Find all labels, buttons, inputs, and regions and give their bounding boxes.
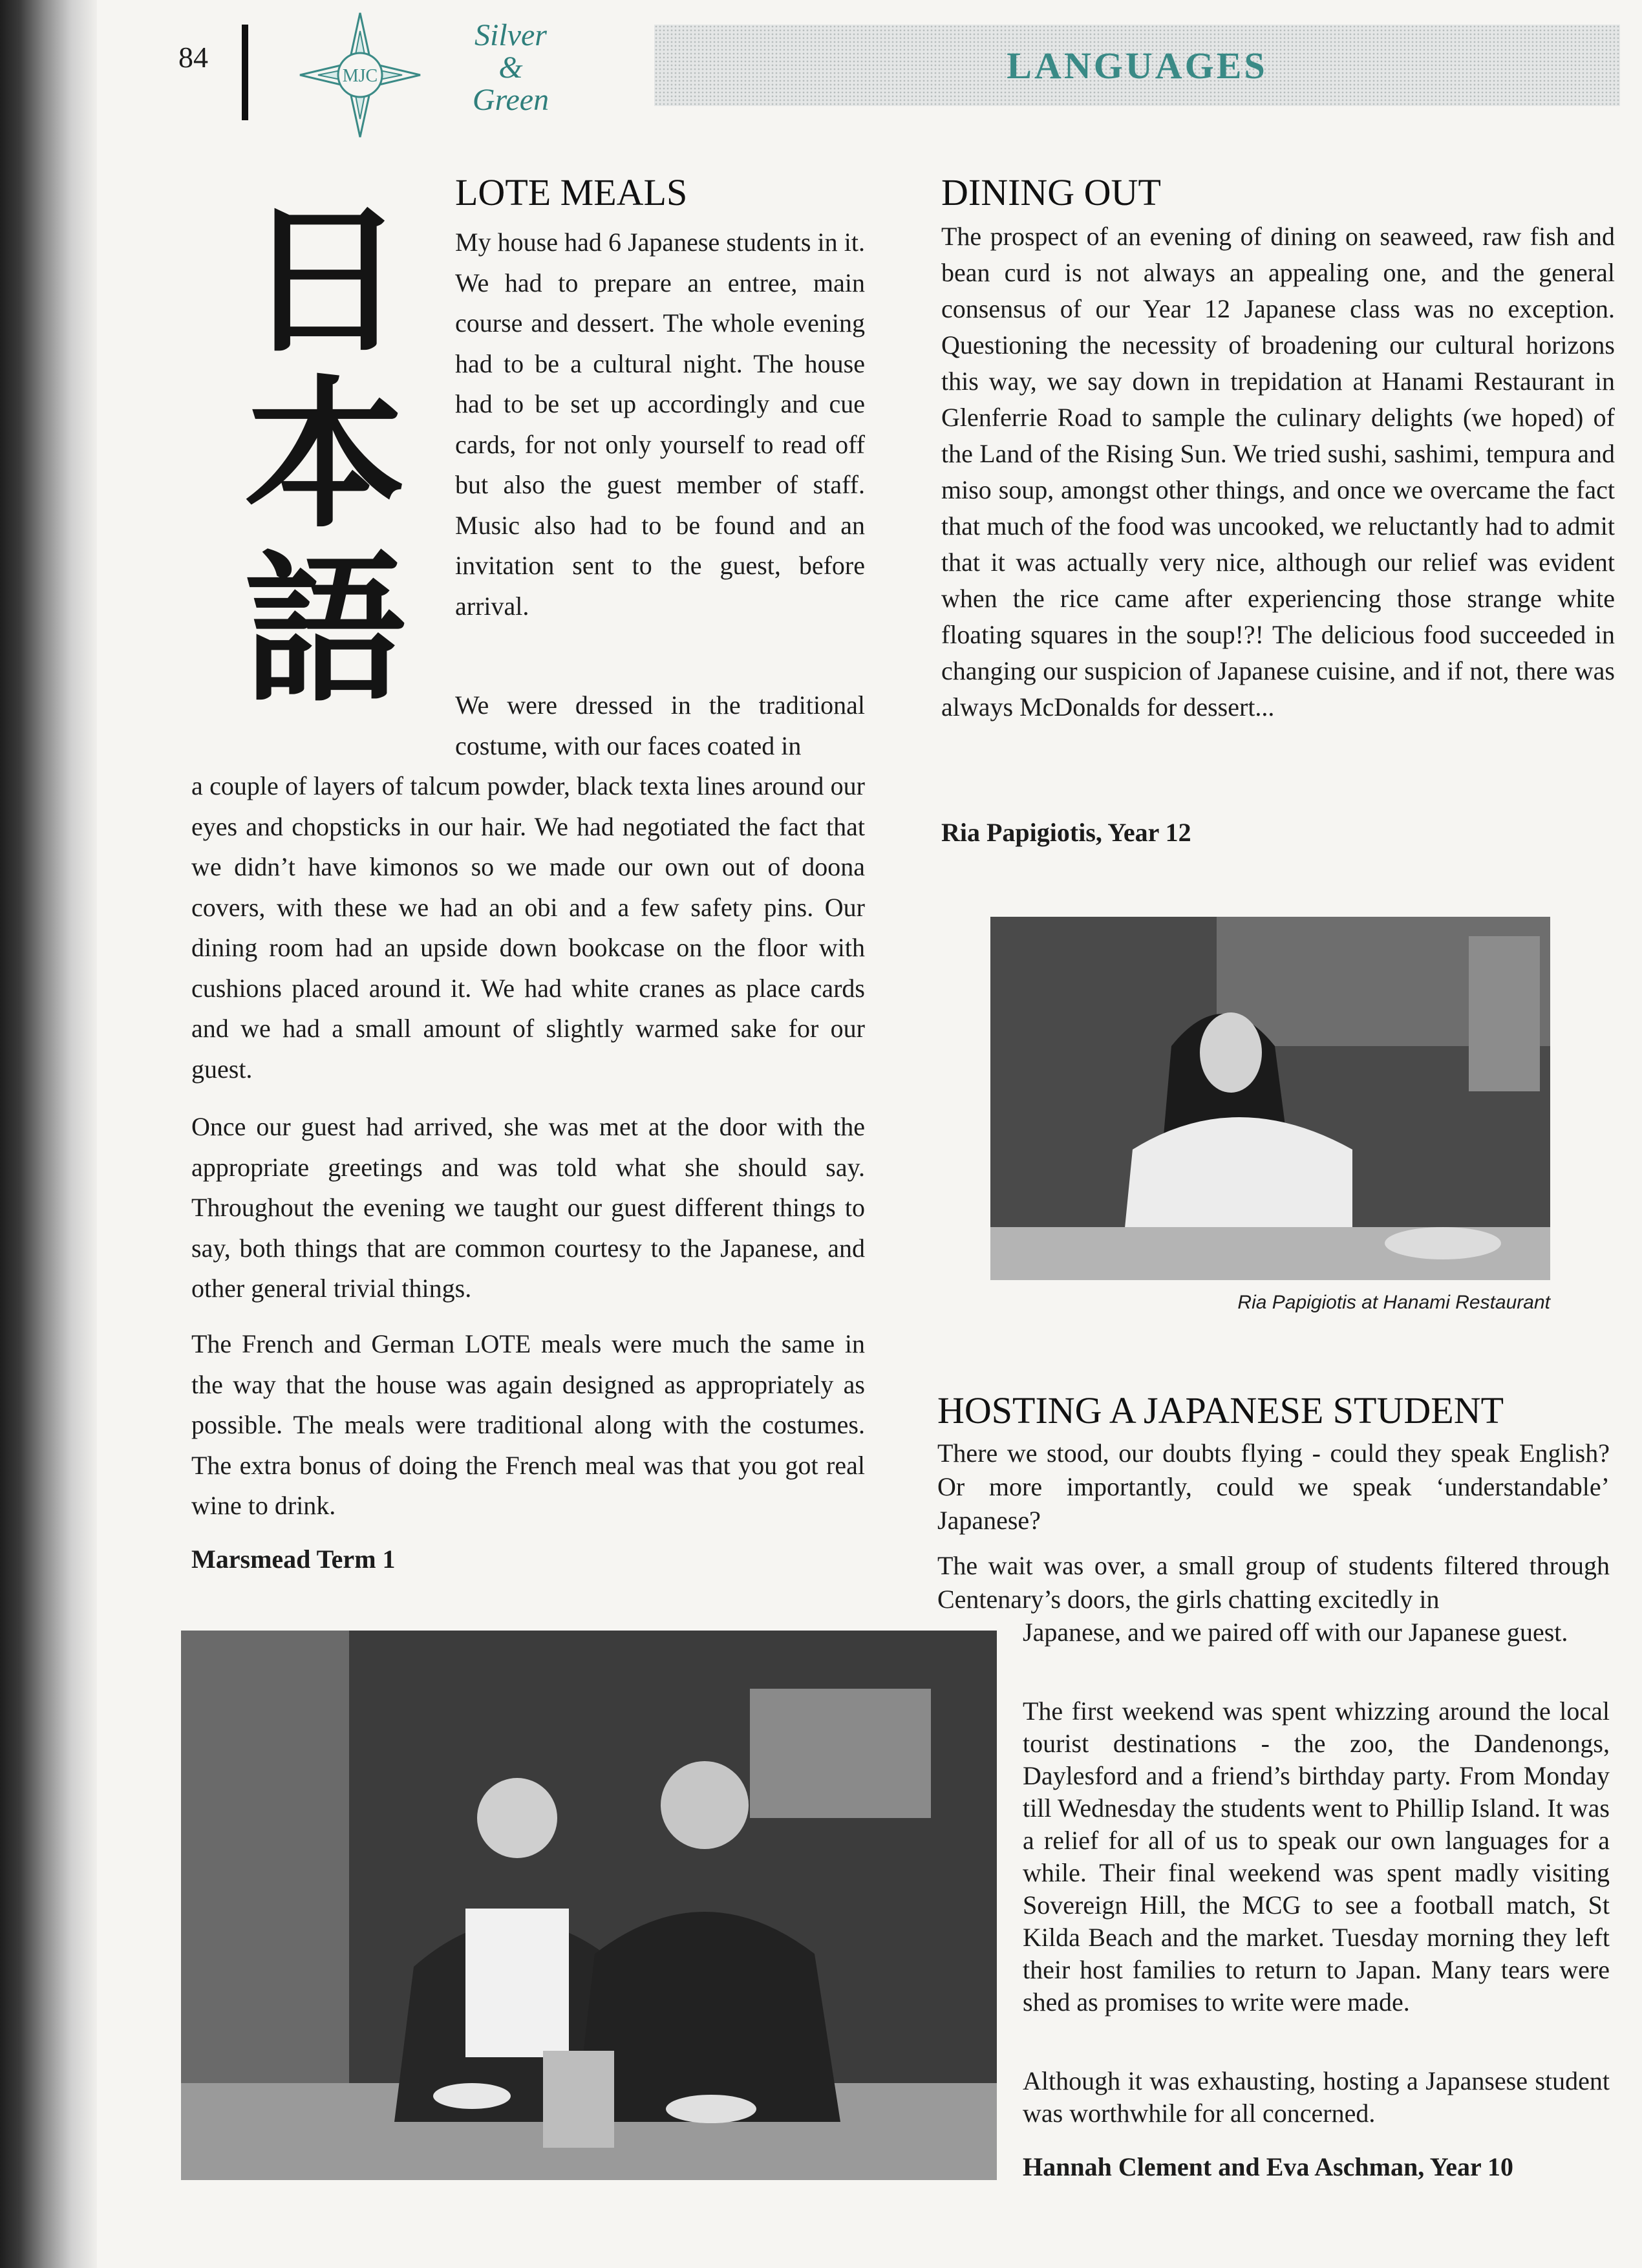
two-girls-in-kimono-image (181, 1631, 997, 2180)
girl-with-chopsticks-image (990, 917, 1550, 1280)
kanji-char-2: 本 (244, 361, 406, 550)
lote-paragraph-2b: a couple of layers of talcum powder, black texta lines around our eyes and chopsticks in our hair. We had negotiated the fact that we didn’t have kimonos so we made our own out of doona covers, with these we had an obi and a few safety pins. Our dining room had an upside down bookcase on the floor with cushions placed around it. We had white cranes as place cards and we had a small amount of slightly warmed sake for our guest. (191, 771, 865, 1084)
brand-line-3: Green (472, 83, 549, 117)
hosting-byline: Hannah Clement and Eva Aschman, Year 10 (1023, 2152, 1513, 2181)
lote-meals-heading: LOTE MEALS (455, 171, 688, 213)
lote-paragraph-2a: We were dressed in the traditional costume, with our faces coated in (455, 690, 865, 760)
brand-line-2: & (498, 50, 523, 85)
lote-meal-photo (181, 1631, 997, 2180)
lote-paragraph-3: Once our guest had arrived, she was met at the door with the appropriate greetings and was told what she should say. Throughout the evening we taught our guest different things to say, both things that are common courtesy to the Japanese, and other general trivial things. (191, 1112, 865, 1303)
hosting-heading: HOSTING A JAPANESE STUDENT (937, 1389, 1504, 1431)
section-title: LANGUAGES (1007, 44, 1268, 87)
kanji-char-1: 日 (244, 187, 406, 375)
dining-paragraph: The prospect of an evening of dining on seaweed, raw fish and bean curd is not always an appealing one, and the general consensus of our Year 12 Japanese class was no exception. Questioning the necessity of broadening our cultural horizons this way, we say down in trepidation at Hanami Restaurant in Glenferrie Road to sample the culinary delights (we hoped) of the Land of the Rising Sun. We tried sushi, sashimi, tempura and miso soup, amongst other things, and once we overcame the fact that much of the food was uncooked, we reluctantly had to admit that it was actually very nice, although our relief was evident when the rice came after experiencing those strange white floating squares in the soup!?! The delicious food succeeded in changing our suspicion of Japanese cuisine, and if not, there was always McDonalds for dessert... (941, 222, 1615, 722)
restaurant-photo (990, 917, 1550, 1280)
hosting-paragraph-4: Although it was exhausting, hosting a Japansese student was worthwhile for all concerned. (1023, 2066, 1610, 2128)
page-number: 84 (178, 41, 208, 74)
hosting-paragraph-3: The first weekend was spent whizzing around the local tourist destinations - the zoo, the Dandenongs, Daylesford and a friend’s birthday party. From Monday till Wednesday the students went to Phillip Island. It was a relief for all of us to speak our own languages for a while. Their final weekend was spent madly visiting Sovereign Hill, the MCG to see a football match, St Kilda Beach and the market. Tuesday morning they left their host families to return to Japan. Many tears were shed as promises to write were made. (1023, 1696, 1610, 2017)
hosting-paragraph-1: There we stood, our doubts flying - could they speak English? Or more importantly, could we speak ‘understandable’ Japanese? (937, 1439, 1610, 1535)
brand-line-1: Silver (474, 18, 547, 52)
lote-paragraph-4: The French and German LOTE meals were much the same in the way that the house was again designed as appropriately as possible. The meals were traditional along with the costumes. The extra bonus of doing the French meal was that you got real wine to drink. (191, 1329, 865, 1520)
dining-byline: Ria Papigiotis, Year 12 (941, 818, 1191, 847)
compass-star-logo (299, 12, 421, 138)
lote-paragraph-1: My house had 6 Japanese students in it. We had to prepare an entree, main course and dessert. The whole evening had to be a cultural night. The house had to be set up accordingly and cue cards, for not only yourself to read off but also the guest member of staff. Music also had to be found and an invitation sent to the guest, before arrival. (455, 228, 865, 621)
hosting-paragraph-2b: Japanese, and we paired off with our Japanese guest. (1023, 1618, 1568, 1647)
section-banner (654, 25, 1620, 106)
kanji-nihongo (238, 187, 412, 724)
restaurant-photo-caption: Ria Papigiotis at Hanami Restaurant (1237, 1292, 1550, 1313)
book-spine-shadow (0, 0, 97, 2268)
logo-initials: MJC (342, 66, 378, 86)
brand-wordmark (465, 19, 556, 116)
hosting-paragraph-2a: The wait was over, a small group of students filtered through Centenary’s doors, the girls chatting excitedly in (937, 1551, 1610, 1614)
lote-byline: Marsmead Term 1 (191, 1545, 396, 1574)
dining-out-heading: DINING OUT (941, 171, 1161, 213)
header-divider (242, 25, 248, 120)
kanji-char-3: 語 (244, 536, 406, 724)
